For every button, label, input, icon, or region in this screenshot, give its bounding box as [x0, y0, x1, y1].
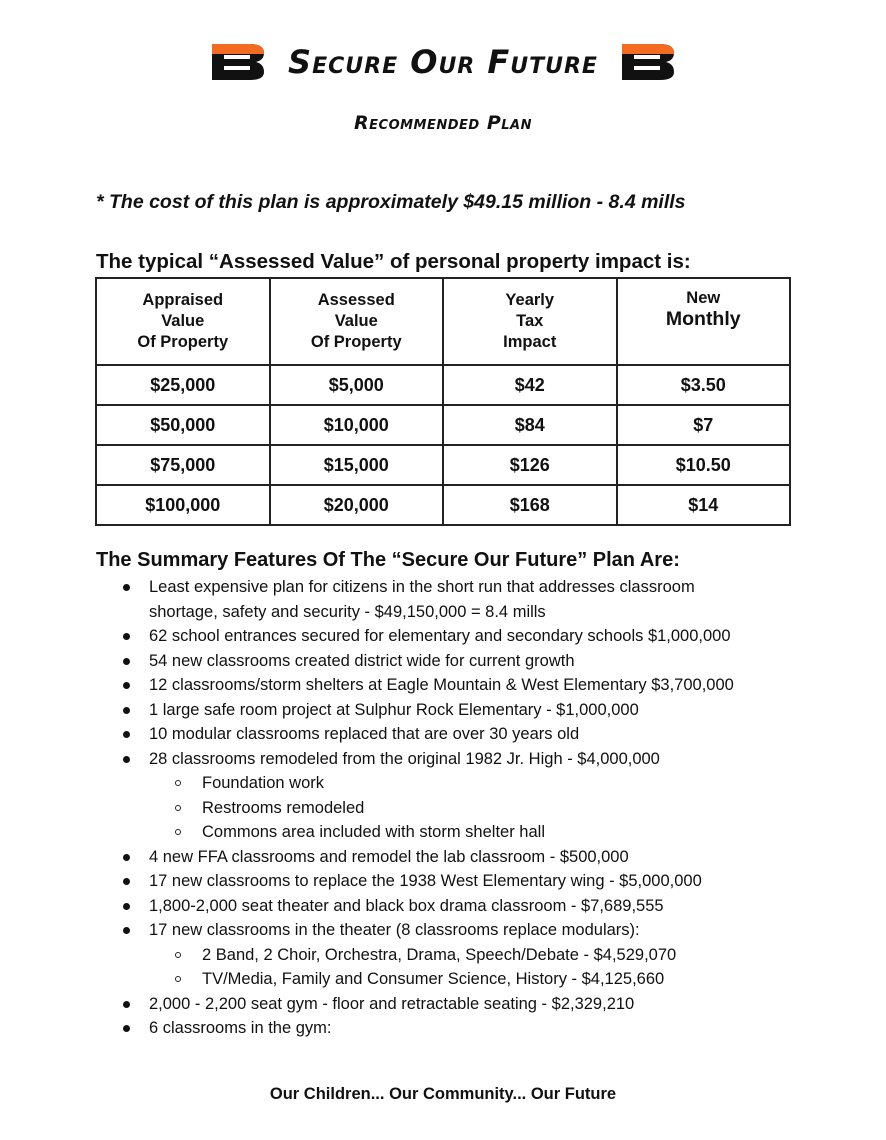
table-cell: $10,000 [270, 405, 444, 445]
header-line: Value [334, 312, 378, 330]
header-line: New [686, 289, 721, 307]
table-cell: $168 [443, 485, 617, 525]
features-list [121, 575, 821, 1041]
sub-list-item: Commons area included with storm shelter hall [121, 820, 821, 845]
table-cell: $15,000 [270, 445, 444, 485]
sub-list-item: Restrooms remodeled [121, 796, 821, 821]
table-cell: $25,000 [96, 365, 270, 405]
b-logo-left [210, 42, 266, 82]
table-cell: $100,000 [96, 485, 270, 525]
sub-list-item: Foundation work [121, 771, 821, 796]
header-line: Of Property [137, 333, 229, 351]
header-line: Monthly [665, 308, 741, 330]
table-row [96, 445, 790, 485]
impact-table [95, 277, 791, 526]
list-item: 62 school entrances secured for elementary and secondary schools $1,000,000 [121, 624, 821, 649]
impact-heading: The typical “Assessed Value” of personal property impact is: [96, 250, 691, 273]
table-cell: $84 [443, 405, 617, 445]
table-cell: $14 [617, 485, 791, 525]
page-header [0, 42, 886, 134]
list-item: Least expensive plan for citizens in the short run that addresses classroom [121, 575, 821, 600]
header-line: Value [161, 312, 205, 330]
table-cell: $3.50 [617, 365, 791, 405]
table-cell: $126 [443, 445, 617, 485]
header-line: Yearly [505, 291, 555, 309]
table-cell: $7 [617, 405, 791, 445]
col-new-monthly [617, 278, 791, 365]
sub-list-item: TV/Media, Family and Consumer Science, History - $4,125,660 [121, 967, 821, 992]
table-row [96, 485, 790, 525]
col-appraised-value [96, 278, 270, 365]
table-cell: $75,000 [96, 445, 270, 485]
cost-note: * The cost of this plan is approximately $49.15 million - 8.4 mills [96, 191, 686, 213]
impact-header-row [96, 278, 790, 365]
col-yearly-tax [443, 278, 617, 365]
title-row [0, 42, 886, 82]
header-line: Tax [516, 312, 544, 330]
table-cell: $42 [443, 365, 617, 405]
page-subtitle: Recommended Plan [354, 112, 532, 134]
header-line: Assessed [317, 291, 395, 309]
table-row [96, 365, 790, 405]
header-line: Of Property [310, 333, 402, 351]
list-item-continuation: shortage, safety and security - $49,150,000 = 8.4 mills [149, 602, 546, 621]
footer-slogan: Our Children... Our Community... Our Future [269, 1085, 617, 1103]
features-heading: The Summary Features Of The “Secure Our Future” Plan Are: [96, 549, 680, 571]
b-logo-right [620, 42, 676, 82]
list-item: 28 classrooms remodeled from the original 1982 Jr. High - $4,000,000 [121, 747, 821, 772]
sub-list-item: 2 Band, 2 Choir, Orchestra, Drama, Speech/Debate - $4,529,070 [121, 943, 821, 968]
list-item: 4 new FFA classrooms and remodel the lab classroom - $500,000 [121, 845, 821, 870]
list-item: 1,800-2,000 seat theater and black box drama classroom - $7,689,555 [121, 894, 821, 919]
list-item: 1 large safe room project at Sulphur Rock Elementary - $1,000,000 [121, 698, 821, 723]
table-cell: $20,000 [270, 485, 444, 525]
list-item: 10 modular classrooms replaced that are over 30 years old [121, 722, 821, 747]
list-item: 17 new classrooms to replace the 1938 West Elementary wing - $5,000,000 [121, 869, 821, 894]
header-line: Impact [503, 333, 557, 351]
header-line: Appraised [142, 291, 224, 309]
col-assessed-value [270, 278, 444, 365]
table-cell: $10.50 [617, 445, 791, 485]
list-item: 12 classrooms/storm shelters at Eagle Mountain & West Elementary $3,700,000 [121, 673, 821, 698]
table-row [96, 405, 790, 445]
page-title: Secure Our Future [288, 43, 598, 81]
list-item: 6 classrooms in the gym: [121, 1016, 821, 1041]
table-cell: $50,000 [96, 405, 270, 445]
list-item: 54 new classrooms created district wide for current growth [121, 649, 821, 674]
table-cell: $5,000 [270, 365, 444, 405]
list-item: 17 new classrooms in the theater (8 classrooms replace modulars): [121, 918, 821, 943]
list-item: 2,000 - 2,200 seat gym - floor and retractable seating - $2,329,210 [121, 992, 821, 1017]
